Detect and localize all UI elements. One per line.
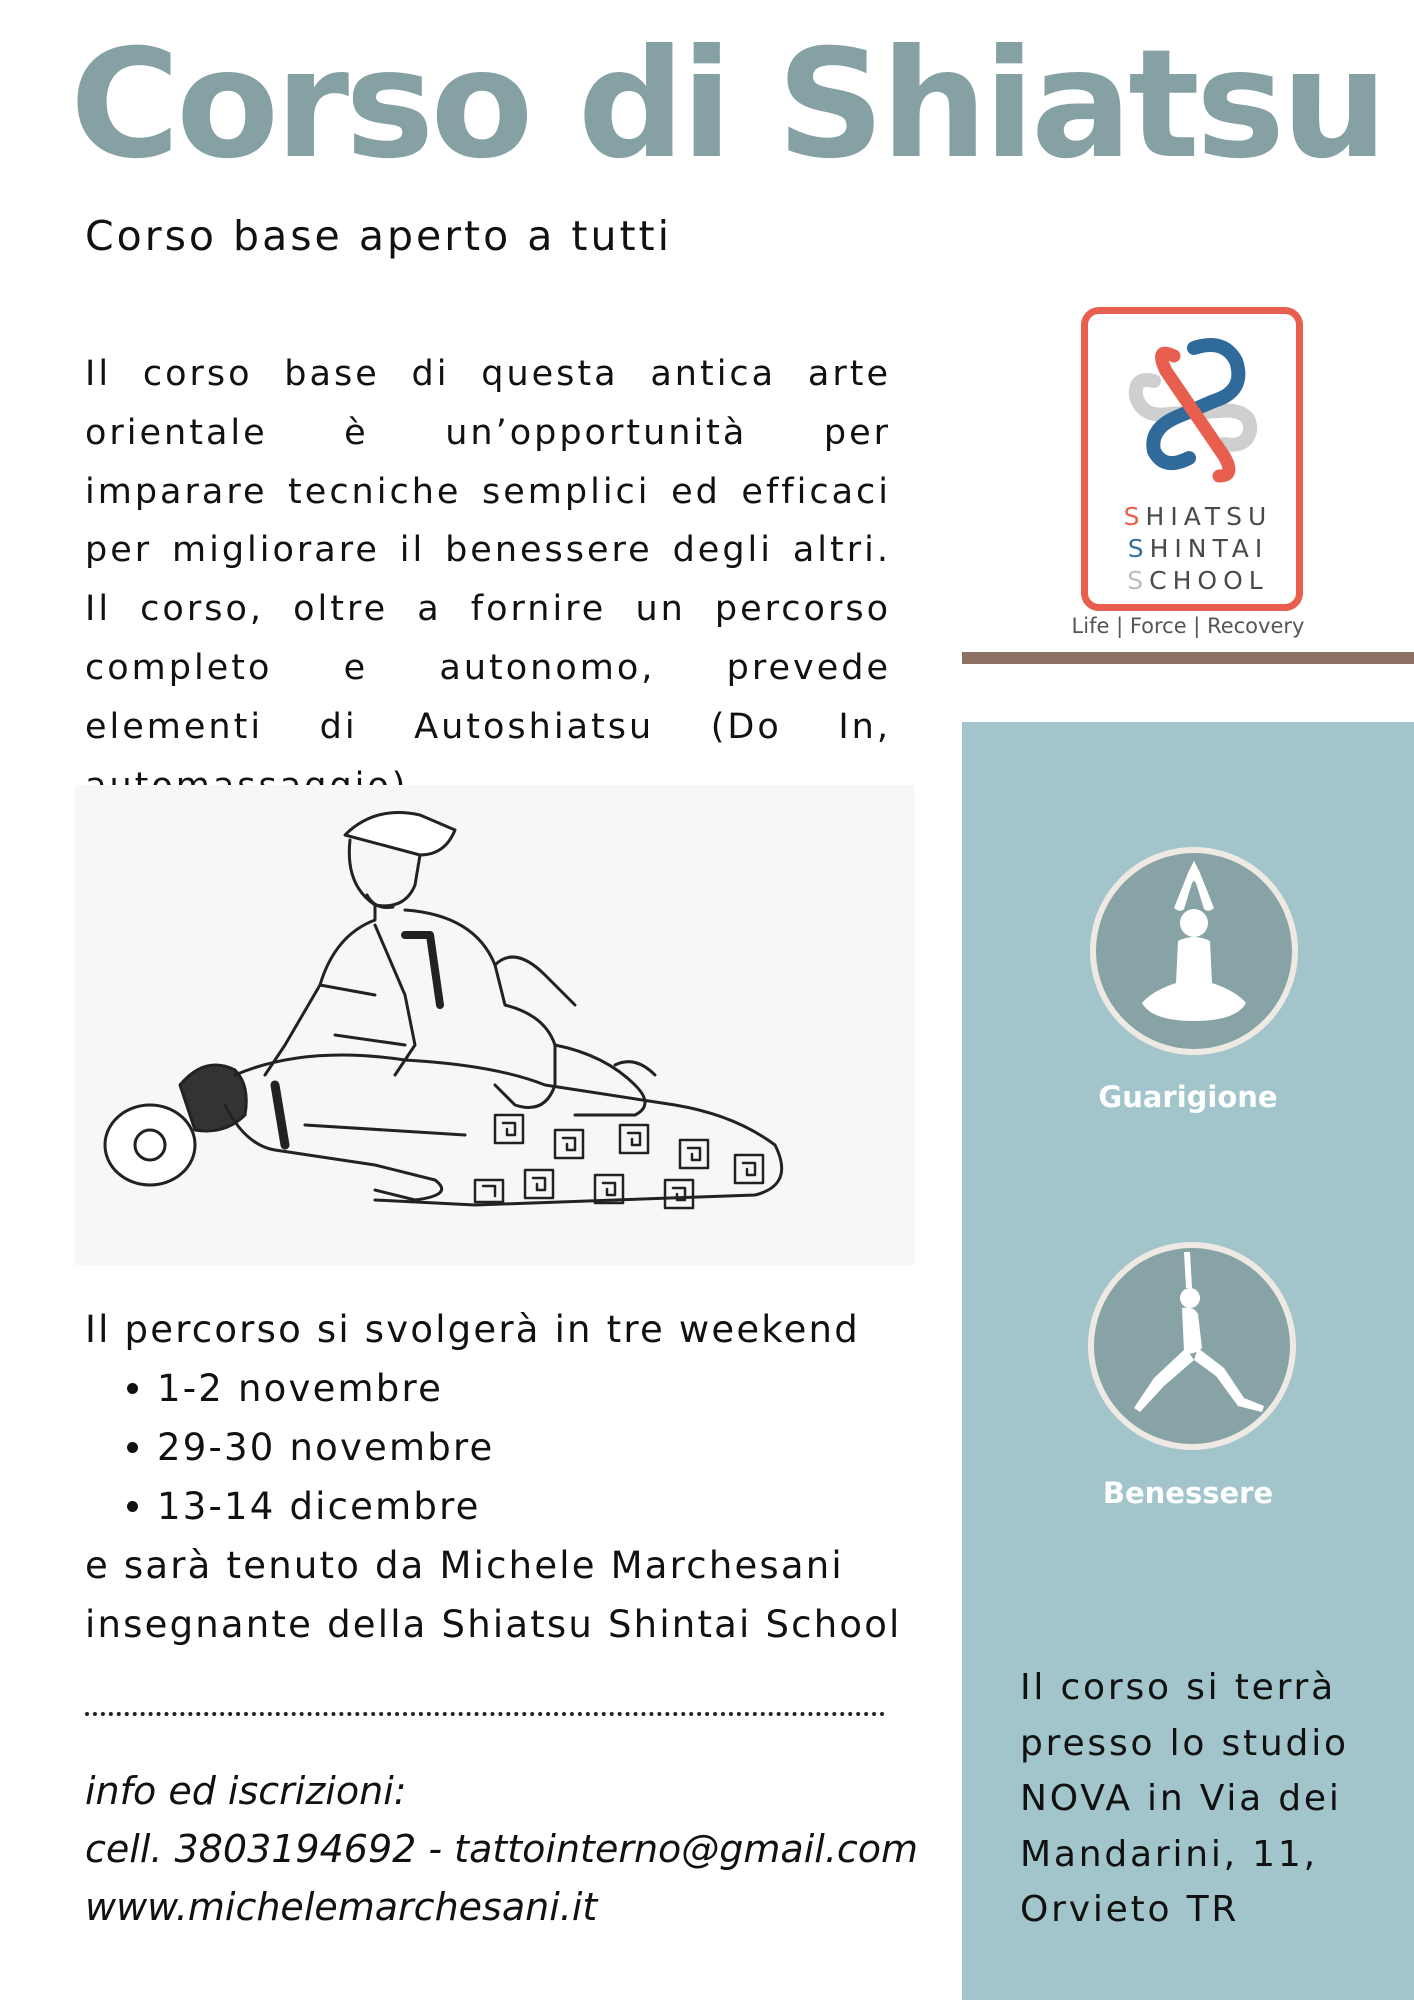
- logo-word: SHIATSU: [1123, 502, 1273, 531]
- contact-info: [85, 1762, 945, 1936]
- schedule-section: [85, 1300, 925, 1654]
- teacher-line: insegnante della Shiatsu Shintai School: [85, 1603, 902, 1646]
- yoga-lunge-pose-icon: [1088, 1242, 1296, 1450]
- list-item: [127, 1418, 925, 1477]
- location-line: NOVA in Via dei: [1020, 1778, 1342, 1819]
- location-text: [1020, 1660, 1400, 1938]
- date-text: 1-2 novembre: [157, 1367, 444, 1410]
- bullet-icon: [127, 1383, 138, 1394]
- shiatsu-illustration: [75, 785, 915, 1265]
- intro-paragraph: Il corso base di questa antica arte orientale è un’opportunità per imparare tecniche semplici ed efficaci per migliorare il benessere degli altri. Il corso, oltre a fornire un percorso completo e autonomo, prevede elementi di Autoshiatsu (Do In,: [85, 354, 891, 747]
- teacher-line: e sarà tenuto da Michele Marchesani: [85, 1544, 844, 1587]
- website-link[interactable]: www.michelemarchesani.it: [85, 1885, 598, 1929]
- logo-tagline: Life | Force | Recovery: [1071, 614, 1305, 638]
- horizontal-rule: [962, 652, 1414, 664]
- location-line: Mandarini, 11,: [1020, 1833, 1318, 1875]
- icon-label: Guarigione: [1098, 1080, 1278, 1114]
- logo-frame: [1081, 307, 1303, 611]
- poster-subtitle: Corso base aperto a tutti: [85, 212, 672, 260]
- schedule-heading: Il percorso si svolgerà in tre weekend: [85, 1308, 860, 1351]
- bullet-icon: [127, 1501, 138, 1512]
- info-heading: info ed iscrizioni:: [85, 1769, 407, 1813]
- school-logo: [1078, 304, 1298, 604]
- date-text: 29-30 novembre: [157, 1426, 495, 1469]
- info-sidebar: [962, 722, 1414, 2000]
- date-text: 13-14 dicembre: [157, 1485, 481, 1528]
- location-line: Il corso si terrà: [1020, 1667, 1337, 1708]
- dotted-divider: [85, 1712, 885, 1716]
- poster-title: Corso di Shiatsu: [70, 18, 1384, 192]
- location-line: Orvieto TR: [1020, 1889, 1240, 1930]
- list-item: [127, 1359, 925, 1418]
- location-line: presso lo studio: [1020, 1722, 1349, 1764]
- infinity-knot-icon: [1124, 336, 1264, 486]
- logo-word: SCHOOL: [1127, 566, 1269, 595]
- logo-word: SHINTAI: [1127, 534, 1269, 563]
- contact-line[interactable]: cell. 3803194692 - tattointerno@gmail.com: [85, 1827, 919, 1871]
- bullet-icon: [127, 1442, 138, 1453]
- dates-list: [85, 1359, 925, 1536]
- meditation-pose-icon: [1090, 847, 1298, 1055]
- icon-label: Benessere: [1102, 1476, 1274, 1510]
- list-item: [127, 1477, 925, 1536]
